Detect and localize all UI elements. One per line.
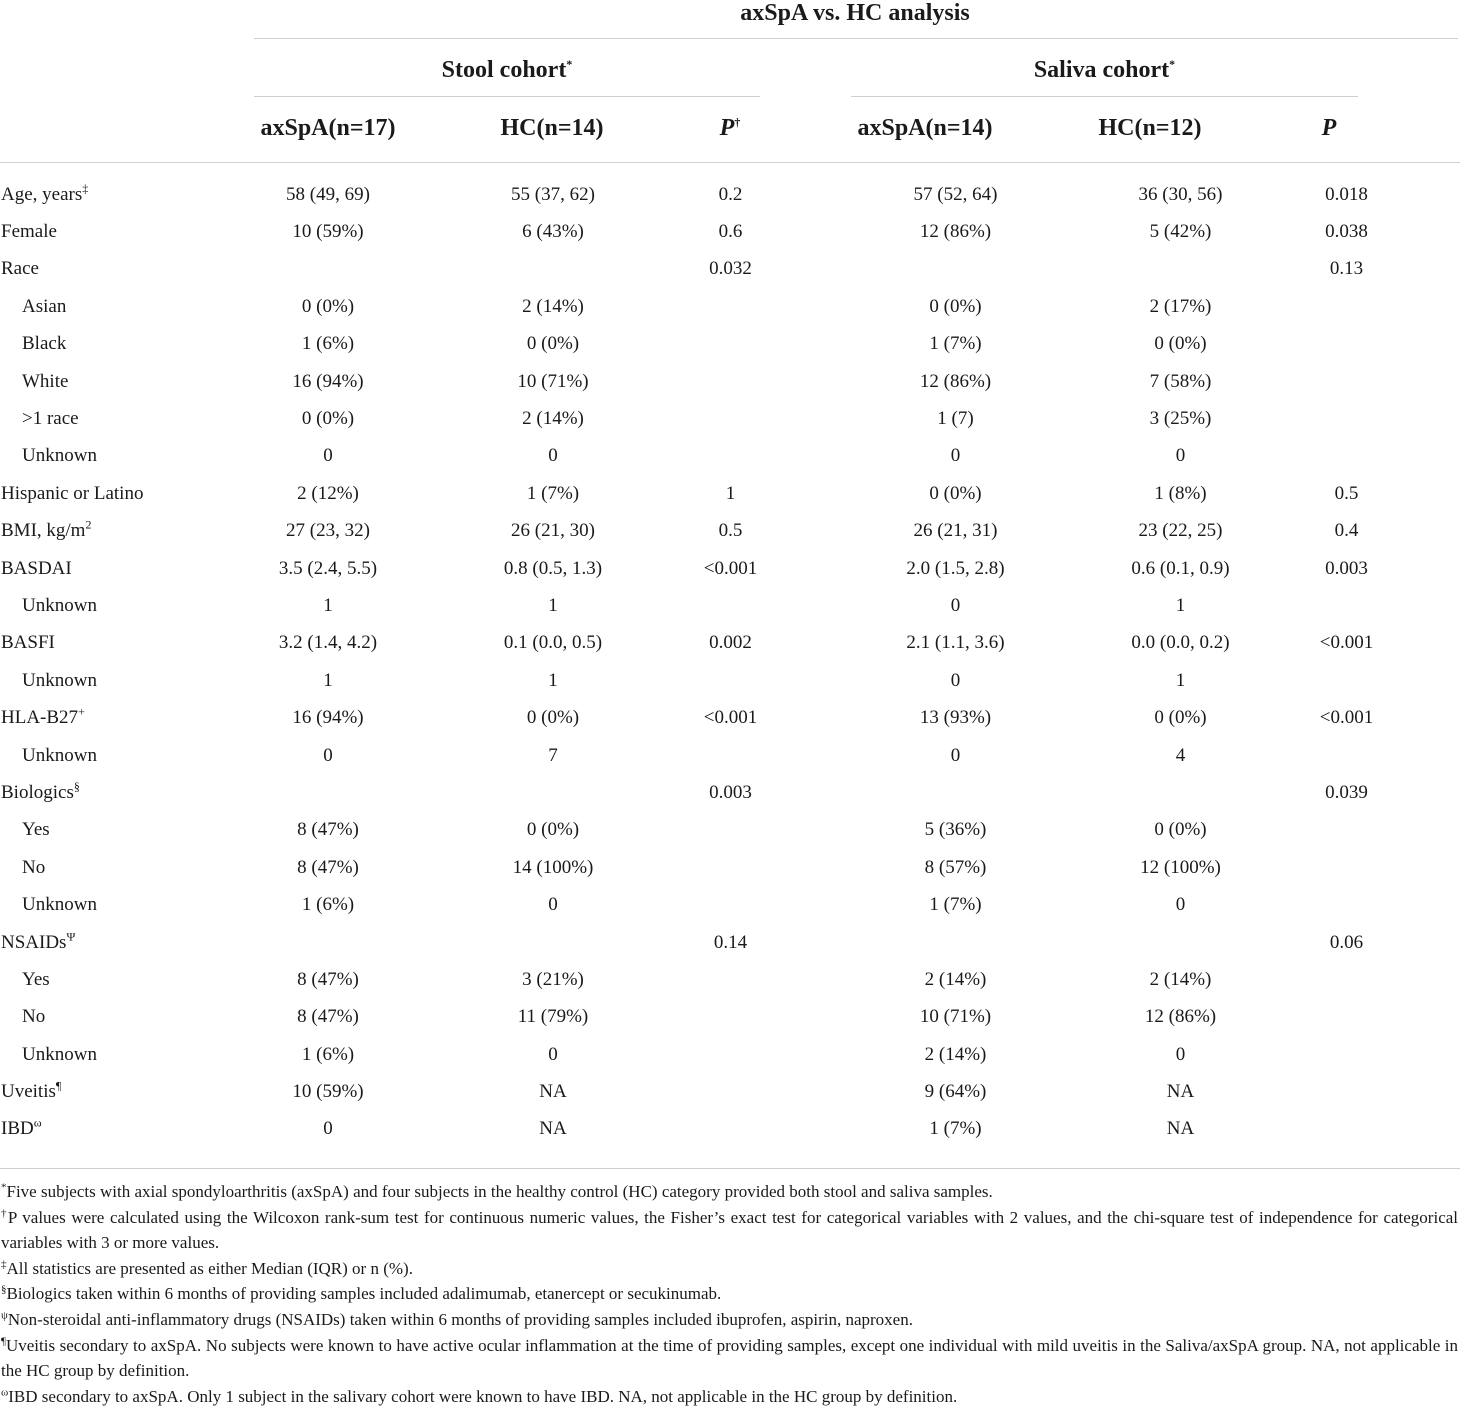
row-label <box>0 924 228 961</box>
saliva-p-cell: 0.039 <box>1325 781 1368 803</box>
table-row <box>0 288 1460 325</box>
saliva-p-cell <box>1233 737 1460 774</box>
row-label <box>0 849 228 886</box>
stool-p-cell <box>678 400 783 437</box>
stool-axspa-cell: 2 (12%) <box>297 482 359 504</box>
row-label-mark: ¶ <box>55 1078 62 1093</box>
stool-cohort-header <box>254 56 760 84</box>
saliva-axspa-cell: 2.0 (1.5, 2.8) <box>906 557 1005 579</box>
stool-hc-cell: 0 (0%) <box>526 333 580 355</box>
row-label-text: Age, years <box>1 183 83 205</box>
col-saliva-p <box>1279 114 1379 142</box>
footnote <box>1 1307 1458 1333</box>
saliva-axspa-cell <box>783 251 1128 288</box>
row-label-text: Hispanic or Latino <box>1 482 144 504</box>
saliva-axspa-cell: 0 <box>950 594 961 616</box>
footnote-text: All statistics are presented as either Median (IQR) or n (%). <box>6 1258 413 1278</box>
stool-hc-cell: 10 (71%) <box>517 370 589 392</box>
title-rule <box>254 38 1458 39</box>
table-row <box>0 1111 1460 1148</box>
stool-hc-cell: 1 <box>548 669 558 691</box>
row-label-text: Unknown <box>22 1043 97 1065</box>
row-label <box>0 812 228 849</box>
table-row <box>0 662 1460 699</box>
stool-axspa-cell: 10 (59%) <box>292 221 364 243</box>
saliva-p-cell <box>1233 438 1460 475</box>
col-saliva-p-label: P <box>1321 115 1337 141</box>
stool-hc-cell: 7 <box>548 744 558 766</box>
row-label-text: Race <box>1 258 39 280</box>
col-stool-p-mark: † <box>734 115 741 129</box>
row-label-text: >1 race <box>22 408 79 430</box>
saliva-hc-cell: 23 (22, 25) <box>1138 520 1223 542</box>
saliva-p-cell: 0.06 <box>1329 931 1364 953</box>
saliva-cohort-label: Saliva cohort <box>1033 57 1170 83</box>
saliva-axspa-cell <box>783 924 1128 961</box>
row-label-text: Unknown <box>22 894 97 916</box>
stool-axspa-cell: 0 (0%) <box>301 295 355 317</box>
row-label-mark: Ψ <box>66 929 76 944</box>
saliva-axspa-cell: 0 <box>950 669 961 691</box>
row-label <box>0 251 228 288</box>
saliva-hc-cell: 1 (8%) <box>1154 482 1207 504</box>
footnote <box>1 1333 1458 1384</box>
table-row <box>0 400 1460 437</box>
saliva-axspa-cell: 12 (86%) <box>919 370 992 392</box>
table-row <box>0 176 1460 213</box>
stool-axspa-cell: 27 (23, 32) <box>286 520 370 542</box>
saliva-p-cell <box>1233 662 1460 699</box>
stool-hc-cell: 0 <box>548 445 558 467</box>
row-label-text: BASDAI <box>1 557 72 579</box>
saliva-axspa-cell: 0 <box>950 445 961 467</box>
col-saliva-axspa: axSpA(n=14) <box>857 115 993 141</box>
saliva-p-cell <box>1233 886 1460 923</box>
saliva-axspa-cell: 13 (93%) <box>919 707 992 729</box>
row-label-text: Unknown <box>22 445 97 467</box>
stool-cohort-mark: * <box>566 57 573 71</box>
footnote-text: IBD secondary to axSpA. Only 1 subject in the salivary cohort were known to have IBD. NA, not applicable in the HC group by definition. <box>8 1386 958 1406</box>
stool-axspa-cell: 1 (6%) <box>301 333 355 355</box>
saliva-hc-cell: 1 <box>1175 594 1186 616</box>
footnote-text: P values were calculated using the Wilcoxon rank-sum test for continuous numeric values, the Fisher’s exact test for categorical variables with 2 values, and the chi-square test of independence for categorical variables with 3 or more values. <box>1 1207 1459 1253</box>
stool-p-cell <box>678 812 783 849</box>
saliva-p-cell <box>1233 587 1460 624</box>
saliva-hc-cell: 12 (86%) <box>1144 1006 1217 1028</box>
saliva-hc-cell: 2 (14%) <box>1149 968 1212 990</box>
stool-hc-cell: 6 (43%) <box>522 221 584 243</box>
saliva-axspa-cell: 9 (64%) <box>924 1081 987 1103</box>
saliva-axspa-cell: 8 (57%) <box>924 856 987 878</box>
stool-p-cell: 0.002 <box>709 632 752 654</box>
row-label <box>0 400 228 437</box>
stool-p-cell: 1 <box>725 482 736 504</box>
stool-axspa-cell <box>228 774 428 811</box>
footnote <box>1 1256 1458 1282</box>
table-row <box>0 999 1460 1036</box>
stool-hc-cell: 1 <box>548 594 558 616</box>
stool-cohort-label: Stool cohort <box>441 57 567 83</box>
table-row <box>0 737 1460 774</box>
stool-p-cell <box>678 849 783 886</box>
saliva-p-cell <box>1233 812 1460 849</box>
table-row <box>0 812 1460 849</box>
stool-p-cell: 0.003 <box>709 781 752 803</box>
saliva-p-cell: 0.4 <box>1334 520 1359 542</box>
saliva-p-cell: 0.038 <box>1325 221 1368 243</box>
table-row <box>0 587 1460 624</box>
saliva-p-cell <box>1233 1111 1460 1148</box>
stool-p-cell <box>678 1036 783 1073</box>
row-label <box>0 1111 228 1148</box>
row-label <box>0 662 228 699</box>
row-label-text: IBD <box>1 1118 34 1140</box>
saliva-axspa-cell: 2 (14%) <box>924 968 987 990</box>
stool-p-cell <box>678 999 783 1036</box>
stool-p-cell: 0.14 <box>713 931 748 953</box>
stool-axspa-cell: 8 (47%) <box>297 968 359 990</box>
data-table <box>0 176 1460 1148</box>
col-stool-hc: HC(n=14) <box>500 115 604 141</box>
stool-p-cell: 0.5 <box>718 520 743 542</box>
row-label <box>0 550 228 587</box>
saliva-p-cell: 0.018 <box>1325 183 1368 205</box>
row-label-mark: ‡ <box>82 181 89 196</box>
footnote-mark: ‡ <box>1 1258 7 1271</box>
row-label-text: No <box>22 1006 46 1028</box>
footnote-mark: § <box>1 1283 7 1296</box>
stool-axspa-cell: 16 (94%) <box>292 707 364 729</box>
saliva-hc-cell: 3 (25%) <box>1149 408 1212 430</box>
stool-p-cell <box>678 326 783 363</box>
stool-p-cell <box>678 1073 783 1110</box>
saliva-hc-cell: 7 (58%) <box>1149 370 1212 392</box>
stool-hc-cell: 0.1 (0.0, 0.5) <box>503 632 603 654</box>
stool-axspa-cell: 8 (47%) <box>297 1006 359 1028</box>
table-title <box>0 0 1460 26</box>
stool-axspa-cell: 3.5 (2.4, 5.5) <box>278 557 378 579</box>
footnote <box>1 1384 1458 1409</box>
saliva-axspa-cell: 1 (7%) <box>929 333 982 355</box>
footnote <box>1 1179 1458 1205</box>
col-stool-p-label: P <box>719 115 735 141</box>
saliva-axspa-cell: 12 (86%) <box>919 221 992 243</box>
stool-hc-cell: NA <box>539 1118 567 1140</box>
table-row <box>0 699 1460 736</box>
footnote <box>1 1205 1458 1256</box>
stool-axspa-cell: 0 (0%) <box>301 408 355 430</box>
footnote-text: Uveitis secondary to axSpA. No subjects were known to have active ocular inflammation at the time of providing samples, except one individual with mild uveitis in the Saliva/axSpA group. NA, not applicable in the HC group by definition. <box>1 1335 1458 1381</box>
row-label-text: NSAIDs <box>1 931 67 953</box>
stool-p-cell <box>678 737 783 774</box>
saliva-hc-cell: 0 (0%) <box>1154 333 1207 355</box>
saliva-hc-cell: 36 (30, 56) <box>1138 183 1223 205</box>
row-label <box>0 475 228 512</box>
row-label <box>0 737 228 774</box>
row-label <box>0 326 228 363</box>
stool-hc-cell <box>428 774 678 811</box>
row-label-text: White <box>22 370 69 392</box>
stool-hc-cell <box>428 251 678 288</box>
stool-hc-cell: NA <box>539 1081 567 1103</box>
row-label-text: Biologics <box>1 781 74 803</box>
stool-p-cell: 0.032 <box>709 258 752 280</box>
stool-axspa-cell: 0 <box>323 445 333 467</box>
row-label-text: Unknown <box>22 744 97 766</box>
saliva-p-cell <box>1233 961 1460 998</box>
stool-hc-cell: 14 (100%) <box>512 856 594 878</box>
table-row <box>0 363 1460 400</box>
row-label-mark: § <box>73 779 80 794</box>
saliva-p-cell: 0.003 <box>1325 557 1368 579</box>
saliva-axspa-cell: 57 (52, 64) <box>913 183 998 205</box>
row-label-text: Black <box>22 333 67 355</box>
row-label-text: HLA-B27 <box>1 707 79 729</box>
table-row <box>0 924 1460 961</box>
stool-axspa-cell <box>228 924 428 961</box>
footnote-mark: † <box>1 1206 8 1219</box>
saliva-hc-cell: NA <box>1166 1118 1195 1140</box>
table-row <box>0 1073 1460 1110</box>
table-row <box>0 213 1460 250</box>
saliva-hc-cell <box>1128 924 1233 961</box>
saliva-p-cell <box>1233 326 1460 363</box>
row-label-text: No <box>22 856 46 878</box>
stool-axspa-cell: 0 <box>323 744 333 766</box>
row-label <box>0 1036 228 1073</box>
stool-axspa-cell <box>228 251 428 288</box>
saliva-axspa-cell: 10 (71%) <box>919 1006 992 1028</box>
stool-p-cell <box>678 438 783 475</box>
saliva-cohort-header <box>851 56 1358 84</box>
footnote-mark: ω <box>1 1386 9 1399</box>
table-bottom-rule <box>0 1168 1460 1169</box>
saliva-hc-cell <box>1128 251 1233 288</box>
stool-p-cell: 0.6 <box>718 221 743 243</box>
row-label-mark: ω <box>33 1116 42 1131</box>
stool-p-cell: 0.2 <box>718 183 743 205</box>
stool-hc-cell: 26 (21, 30) <box>511 520 595 542</box>
stool-hc-cell: 55 (37, 62) <box>511 183 595 205</box>
row-label <box>0 774 228 811</box>
stool-p-cell: <0.001 <box>703 557 758 579</box>
saliva-p-cell <box>1233 288 1460 325</box>
stool-axspa-cell: 1 <box>323 594 333 616</box>
saliva-axspa-cell <box>783 774 1128 811</box>
table-row <box>0 251 1460 288</box>
stool-p-cell <box>678 1111 783 1148</box>
table-row <box>0 438 1460 475</box>
header-bottom-rule <box>0 162 1460 163</box>
stool-p-cell <box>678 587 783 624</box>
row-label-text: BASFI <box>1 632 55 654</box>
stool-axspa-cell: 58 (49, 69) <box>286 183 370 205</box>
stool-hc-cell: 0 (0%) <box>526 819 580 841</box>
table-row <box>0 513 1460 550</box>
saliva-hc-cell: 5 (42%) <box>1149 221 1212 243</box>
row-label <box>0 587 228 624</box>
footnote-text: Biologics taken within 6 months of providing samples included adalimumab, etanercept or secukinumab. <box>6 1284 722 1304</box>
table-body <box>0 176 1460 1148</box>
stool-axspa-cell: 1 <box>323 669 333 691</box>
row-label <box>0 438 228 475</box>
stool-axspa-cell: 8 (47%) <box>297 856 359 878</box>
stool-hc-cell: 0 (0%) <box>526 707 580 729</box>
row-label-text: Uveitis <box>1 1081 56 1103</box>
footnote-mark: ¶ <box>1 1334 6 1347</box>
stool-hc-cell: 0 <box>548 1043 558 1065</box>
saliva-p-cell <box>1233 849 1460 886</box>
stool-hc-cell: 0 <box>548 894 558 916</box>
saliva-axspa-cell: 1 (7%) <box>929 1118 982 1140</box>
stool-hc-cell <box>428 924 678 961</box>
row-label-text: Unknown <box>22 594 97 616</box>
footnote-mark: ψ <box>1 1309 8 1322</box>
row-label-text: Asian <box>22 295 67 317</box>
row-label-mark: + <box>78 704 85 719</box>
saliva-p-cell: 0.5 <box>1334 482 1359 504</box>
row-label <box>0 288 228 325</box>
saliva-hc-cell: 0 <box>1175 1043 1186 1065</box>
saliva-axspa-cell: 1 (7%) <box>929 894 982 916</box>
row-label-text: Yes <box>22 968 50 990</box>
col-stool-axspa: axSpA(n=17) <box>260 115 396 141</box>
table-row <box>0 625 1460 662</box>
table-row <box>0 774 1460 811</box>
saliva-p-cell: 0.13 <box>1329 258 1364 280</box>
stool-p-cell <box>678 288 783 325</box>
saliva-hc-cell: 0 <box>1175 445 1186 467</box>
saliva-cohort-mark: * <box>1169 57 1176 71</box>
saliva-hc-cell: 1 <box>1175 669 1186 691</box>
saliva-p-cell <box>1233 363 1460 400</box>
stool-axspa-cell: 16 (94%) <box>292 370 364 392</box>
saliva-hc-cell <box>1128 774 1233 811</box>
stool-hc-cell: 2 (14%) <box>522 408 584 430</box>
footnote-mark: * <box>1 1181 7 1194</box>
stool-hc-cell: 2 (14%) <box>522 295 584 317</box>
stool-axspa-cell: 3.2 (1.4, 4.2) <box>278 632 378 654</box>
saliva-p-cell: <0.001 <box>1319 632 1374 654</box>
stool-p-cell <box>678 961 783 998</box>
stool-axspa-cell: 1 (6%) <box>301 894 355 916</box>
row-label <box>0 699 228 736</box>
stool-axspa-cell: 10 (59%) <box>292 1081 364 1103</box>
row-label-mark: 2 <box>85 517 92 532</box>
stool-hc-cell: 11 (79%) <box>517 1006 589 1028</box>
row-label <box>0 961 228 998</box>
saliva-hc-cell: 0 (0%) <box>1154 707 1207 729</box>
footnote-text: Five subjects with axial spondyloarthritis (axSpA) and four subjects in the healthy control (HC) category provided both stool and saliva samples. <box>6 1182 993 1201</box>
saliva-hc-cell: 0 <box>1175 894 1186 916</box>
saliva-axspa-cell: 26 (21, 31) <box>913 520 998 542</box>
saliva-axspa-cell: 1 (7) <box>937 408 974 430</box>
saliva-hc-cell: 12 (100%) <box>1140 856 1221 878</box>
saliva-hc-cell: 0 (0%) <box>1154 819 1207 841</box>
row-label-text: Unknown <box>22 669 97 691</box>
row-label <box>0 363 228 400</box>
stool-p-cell <box>678 886 783 923</box>
footnote-text: Non-steroidal anti-inflammatory drugs (NSAIDs) taken within 6 months of providing samples included ibuprofen, aspirin, naproxen. <box>7 1309 913 1329</box>
row-label-text: BMI, kg/m <box>1 520 86 542</box>
stool-hc-cell: 1 (7%) <box>526 482 580 504</box>
stool-axspa-cell: 0 <box>323 1118 333 1140</box>
row-label-text: Yes <box>22 819 50 841</box>
col-saliva-hc: HC(n=12) <box>1098 115 1202 141</box>
table-row <box>0 961 1460 998</box>
stool-hc-cell: 3 (21%) <box>522 968 584 990</box>
stool-axspa-cell: 1 (6%) <box>301 1043 355 1065</box>
stool-p-cell <box>678 363 783 400</box>
row-label <box>0 886 228 923</box>
saliva-axspa-cell: 2 (14%) <box>924 1043 987 1065</box>
table-row <box>0 475 1460 512</box>
stool-p-cell <box>678 662 783 699</box>
saliva-p-cell <box>1233 1073 1460 1110</box>
saliva-hc-cell: NA <box>1166 1081 1195 1103</box>
row-label <box>0 213 228 250</box>
col-stool-p <box>680 114 780 142</box>
row-label <box>0 513 228 550</box>
saliva-hc-cell: 2 (17%) <box>1149 295 1212 317</box>
saliva-axspa-cell: 0 <box>950 744 961 766</box>
row-label <box>0 999 228 1036</box>
table-row <box>0 326 1460 363</box>
saliva-hc-cell: 0.6 (0.1, 0.9) <box>1131 557 1230 579</box>
row-label <box>0 176 228 213</box>
table-row <box>0 886 1460 923</box>
stool-p-cell: <0.001 <box>703 707 758 729</box>
saliva-axspa-cell: 5 (36%) <box>924 819 987 841</box>
row-label-text: Female <box>1 221 57 243</box>
saliva-p-cell <box>1233 400 1460 437</box>
stool-hc-cell: 0.8 (0.5, 1.3) <box>503 557 603 579</box>
saliva-p-cell: <0.001 <box>1319 707 1374 729</box>
saliva-axspa-cell: 0 (0%) <box>929 295 982 317</box>
saliva-hc-cell: 0.0 (0.0, 0.2) <box>1131 632 1230 654</box>
footnote <box>1 1281 1458 1307</box>
saliva-hc-cell: 4 <box>1175 744 1186 766</box>
saliva-axspa-cell: 2.1 (1.1, 3.6) <box>906 632 1005 654</box>
table-title-text: axSpA vs. HC analysis <box>740 0 970 26</box>
saliva-p-cell <box>1233 1036 1460 1073</box>
stool-axspa-cell: 8 (47%) <box>297 819 359 841</box>
saliva-axspa-cell: 0 (0%) <box>929 482 982 504</box>
table-row <box>0 1036 1460 1073</box>
table-row <box>0 849 1460 886</box>
row-label <box>0 1073 228 1110</box>
saliva-p-cell <box>1233 999 1460 1036</box>
row-label <box>0 625 228 662</box>
saliva-cohort-rule <box>851 96 1358 97</box>
table-row <box>0 550 1460 587</box>
stool-cohort-rule <box>254 96 760 97</box>
footnotes <box>1 1179 1458 1409</box>
